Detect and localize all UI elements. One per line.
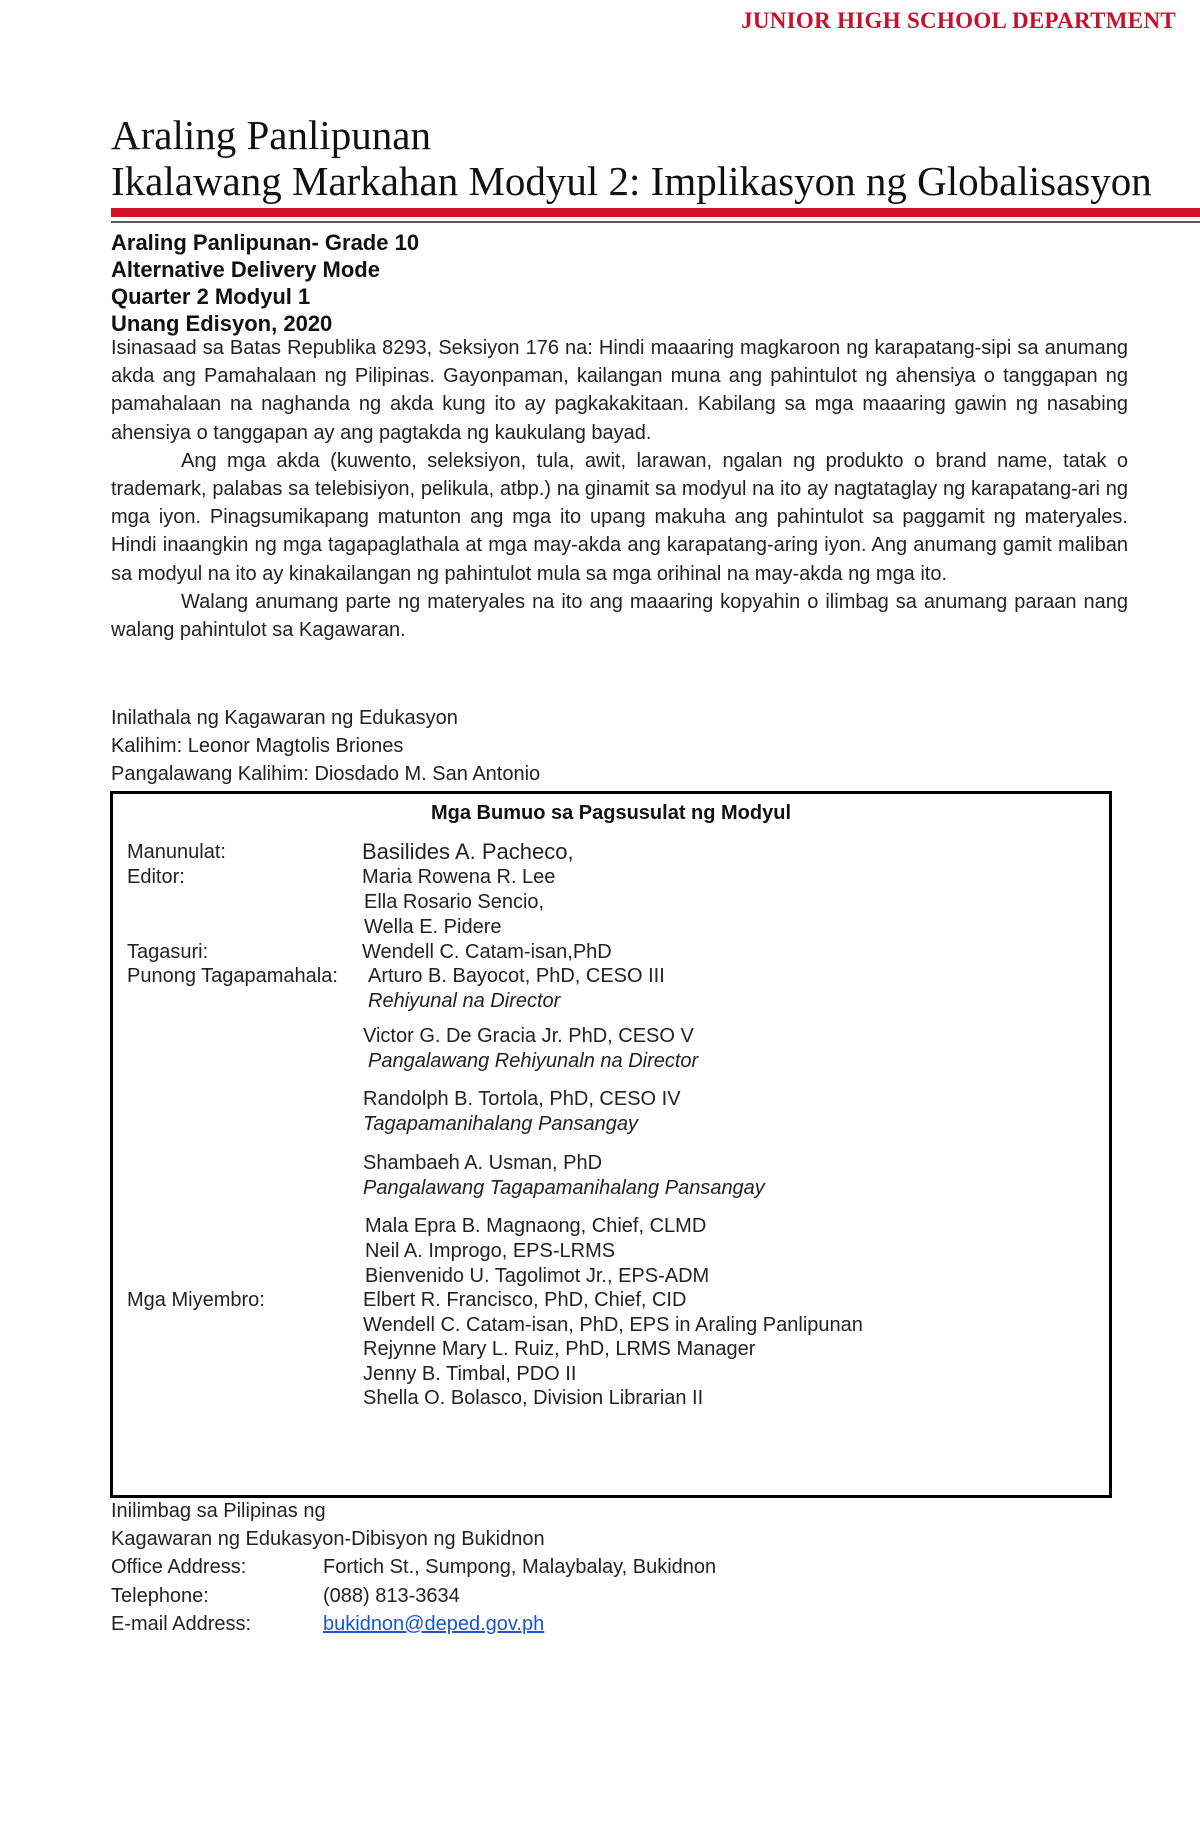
member-name: Shella O. Bolasco, Division Librarian II [363, 1387, 704, 1409]
member-name: Bienvenido U. Tagolimot Jr., EPS-ADM [365, 1265, 710, 1287]
red-divider [111, 208, 1200, 217]
telephone-label: Telephone: [111, 1584, 209, 1607]
notice-paragraph-2: Ang mga akda (kuwento, seleksiyon, tula, awit, larawan, ngalan ng produkto o brand name, tatak o trademark, palabas sa telebisiyon, pelikula, atbp.) na ginamit sa modyul na ito ay nagtataglay ng karapatang-ari ng mga iyon. Pinagsumikapang matunton ang mga ito upang makuha ang pahintulot sa paggamit ng materyales. Hindi inaangkin ng mga tagapaglathala at mga may-akda ang karapatang-aring iyon. Ang anumang gamit maliban sa modyul na ito ay kinakailangan ng pahintulot mula sa mga orihinal na may-akda ng mga ito. [111, 449, 1128, 585]
division-line: Kagawaran ng Edukasyon-Dibisyon ng Bukidnon [111, 1528, 545, 1551]
label-members: Mga Miyembro: [127, 1289, 265, 1311]
title-line-1: Araling Panlipunan [111, 112, 431, 158]
writer-name: Basilides A. Pacheco, [362, 839, 574, 864]
member-name: Rejynne Mary L. Ruiz, PhD, LRMS Manager [363, 1338, 756, 1360]
label-reviewer: Tagasuri: [127, 941, 209, 963]
editor-name: Wella E. Pidere [364, 916, 502, 938]
editor-name: Maria Rowena R. Lee [362, 866, 556, 888]
module-meta [111, 229, 419, 337]
official-role: Tagapamanihalang Pansangay [363, 1113, 639, 1135]
member-name: Elbert R. Francisco, PhD, Chief, CID [363, 1289, 687, 1311]
module-title [111, 112, 1152, 204]
copyright-notice [111, 334, 1128, 644]
official-role: Rehiyunal na Director [368, 990, 561, 1012]
official-name: Victor G. De Gracia Jr. PhD, CESO V [363, 1025, 694, 1047]
department-header: JUNIOR HIGH SCHOOL DEPARTMENT [741, 8, 1176, 33]
member-name: Neil A. Improgo, EPS-LRMS [365, 1240, 616, 1262]
publisher-line: Inilathala ng Kagawaran ng Edukasyon [111, 707, 458, 729]
official-name: Randolph B. Tortola, PhD, CESO IV [363, 1088, 681, 1110]
official-role: Pangalawang Tagapamanihalang Pansangay [363, 1177, 765, 1199]
box-title: Mga Bumuo sa Pagsusulat ng Modyul [430, 802, 792, 824]
development-team-box [110, 791, 1112, 1498]
official-role: Pangalawang Rehiyunaln na Director [368, 1050, 699, 1072]
notice-paragraph-3: Walang anumang parte ng materyales na ito ang maaaring kopyahin o ilimbag sa anumang paraan nang walang pahintulot sa Kagawaran. [111, 590, 1128, 642]
label-editor: Editor: [127, 866, 185, 888]
official-name: Shambaeh A. Usman, PhD [363, 1152, 603, 1174]
undersecretary-line: Pangalawang Kalihim: Diosdado M. San Antonio [111, 763, 541, 786]
notice-paragraph-1: Isinasaad sa Batas Republika 8293, Seksiyon 176 na: Hindi maaaring magkaroon ng karapatang-sipi sa anumang akda ang Pamahalaan ng Pilipinas. Gayonpaman, kailangan muna ang pahintulot ng ahensiya o tanggapan ng pamahalaan na naghanda ng akda kung ito ay pagkakakitaan. Kabilang sa mga maaaring gawin ng nasabing ahensiya o tanggapan ay ang pagtakda ng kaukulang bayad. [111, 337, 1128, 444]
office-value: Fortich St., Sumpong, Malaybalay, Bukidnon [323, 1556, 717, 1579]
telephone-value: (088) 813-3634 [323, 1584, 460, 1607]
telephone-row [111, 1582, 716, 1610]
title-line-2: Ikalawang Markahan Modyul 2: Implikasyon ng Globalisasyon [111, 158, 1152, 204]
email-row [111, 1610, 716, 1638]
member-name: Wendell C. Catam-isan, PhD, EPS in Araling Panlipunan [363, 1314, 863, 1336]
email-label: E-mail Address: [111, 1612, 252, 1635]
label-head: Punong Tagapamahala: [127, 965, 338, 987]
office-address-row [111, 1553, 716, 1581]
member-name: Mala Epra B. Magnaong, Chief, CLMD [365, 1215, 707, 1237]
member-name: Jenny B. Timbal, PDO II [363, 1363, 577, 1385]
editor-name: Ella Rosario Sencio, [364, 891, 545, 913]
meta-edition: Unang Edisyon, 2020 [111, 311, 333, 336]
printed-by-line: Inilimbag sa Pilipinas ng [111, 1500, 326, 1522]
meta-mode: Alternative Delivery Mode [111, 257, 380, 282]
reviewer-name: Wendell C. Catam-isan,PhD [362, 941, 612, 963]
office-label: Office Address: [111, 1556, 247, 1579]
meta-quarter: Quarter 2 Modyul 1 [111, 284, 311, 309]
email-link[interactable]: bukidnon@deped.gov.ph [323, 1612, 545, 1635]
official-name: Arturo B. Bayocot, PhD, CESO III [368, 965, 665, 987]
publisher-info [111, 704, 540, 789]
secretary-line: Kalihim: Leonor Magtolis Briones [111, 735, 404, 758]
label-writer: Manunulat: [127, 841, 226, 863]
print-info [111, 1497, 716, 1638]
thin-divider [111, 221, 1200, 223]
meta-subject: Araling Panlipunan- Grade 10 [111, 230, 420, 255]
